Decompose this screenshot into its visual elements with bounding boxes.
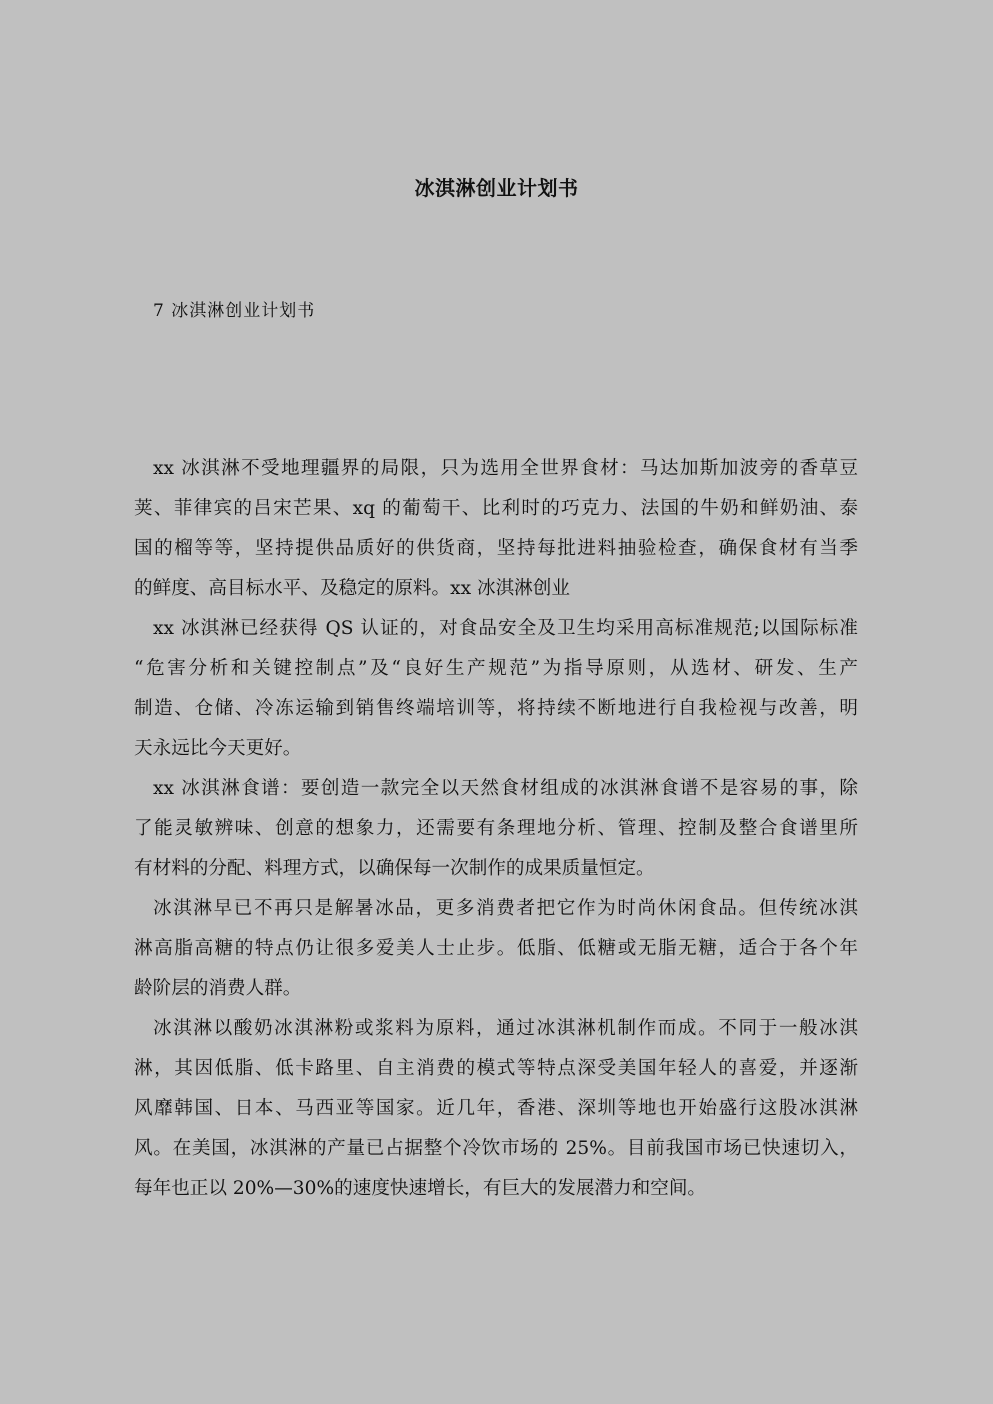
paragraph-line: 风。在美国，冰淇淋的产量已占据整个冷饮市场的 25%。目前我国市场已快速切入， [134, 1138, 858, 1159]
paragraph-line: 的鲜度、高目标水平、及稳定的原料。xx 冰淇淋创业 [134, 578, 570, 599]
paragraph-line: xx 冰淇淋不受地理疆界的局限，只为选用全世界食材：马达加斯加波旁的香草豆 [153, 458, 858, 479]
paragraph-line: 国的榴等等，坚持提供品质好的供货商，坚持每批进料抽验检查，确保食材有当季 [134, 538, 858, 559]
paragraph-line: 有材料的分配、料理方式，以确保每一次制作的成果质量恒定。 [134, 858, 655, 879]
paragraph-line: 风靡韩国、日本、马西亚等国家。近几年，香港、深圳等地也开始盛行这股冰淇淋 [134, 1098, 858, 1119]
paragraph-line: 冰淇淋早已不再只是解暑冰品，更多消费者把它作为时尚休闲食品。但传统冰淇 [153, 898, 858, 919]
document-title: 冰淇淋创业计划书 [414, 176, 579, 200]
paragraph-line: 淋，其因低脂、低卡路里、自主消费的模式等特点深受美国年轻人的喜爱，并逐渐 [134, 1058, 858, 1079]
paragraph-line: 冰淇淋以酸奶冰淇淋粉或浆料为原料，通过冰淇淋机制作而成。不同于一般冰淇 [153, 1018, 858, 1039]
document-body [134, 455, 864, 1215]
paragraph-line: 了能灵敏辨味、创意的想象力，还需要有条理地分析、管理、控制及整合食谱里所 [134, 818, 858, 839]
paragraph-line: “危害分析和关键控制点”及“良好生产规范”为指导原则，从选材、研发、生产 [134, 658, 858, 679]
paragraph-line: xx 冰淇淋已经获得 QS 认证的，对食品安全及卫生均采用高标准规范;以国际标准 [153, 618, 858, 639]
paragraph-line: 龄阶层的消费人群。 [134, 978, 302, 999]
paragraph-line: 每年也正以 20%—30%的速度快速增长，有巨大的发展潜力和空间。 [134, 1178, 707, 1199]
paragraph-line: xx 冰淇淋食谱：要创造一款完全以天然食材组成的冰淇淋食谱不是容易的事，除 [153, 778, 858, 799]
document-subtitle: 7 冰淇淋创业计划书 [153, 301, 316, 321]
paragraph-line: 淋高脂高糖的特点仍让很多爱美人士止步。低脂、低糖或无脂无糖，适合于各个年 [134, 938, 858, 959]
paragraph-line: 天永远比今天更好。 [134, 738, 302, 759]
paragraph-line: 制造、仓储、冷冻运输到销售终端培训等，将持续不断地进行自我检视与改善，明 [134, 698, 858, 719]
paragraph-line: 荚、菲律宾的吕宋芒果、xq 的葡萄干、比利时的巧克力、法国的牛奶和鲜奶油、泰 [134, 498, 858, 519]
